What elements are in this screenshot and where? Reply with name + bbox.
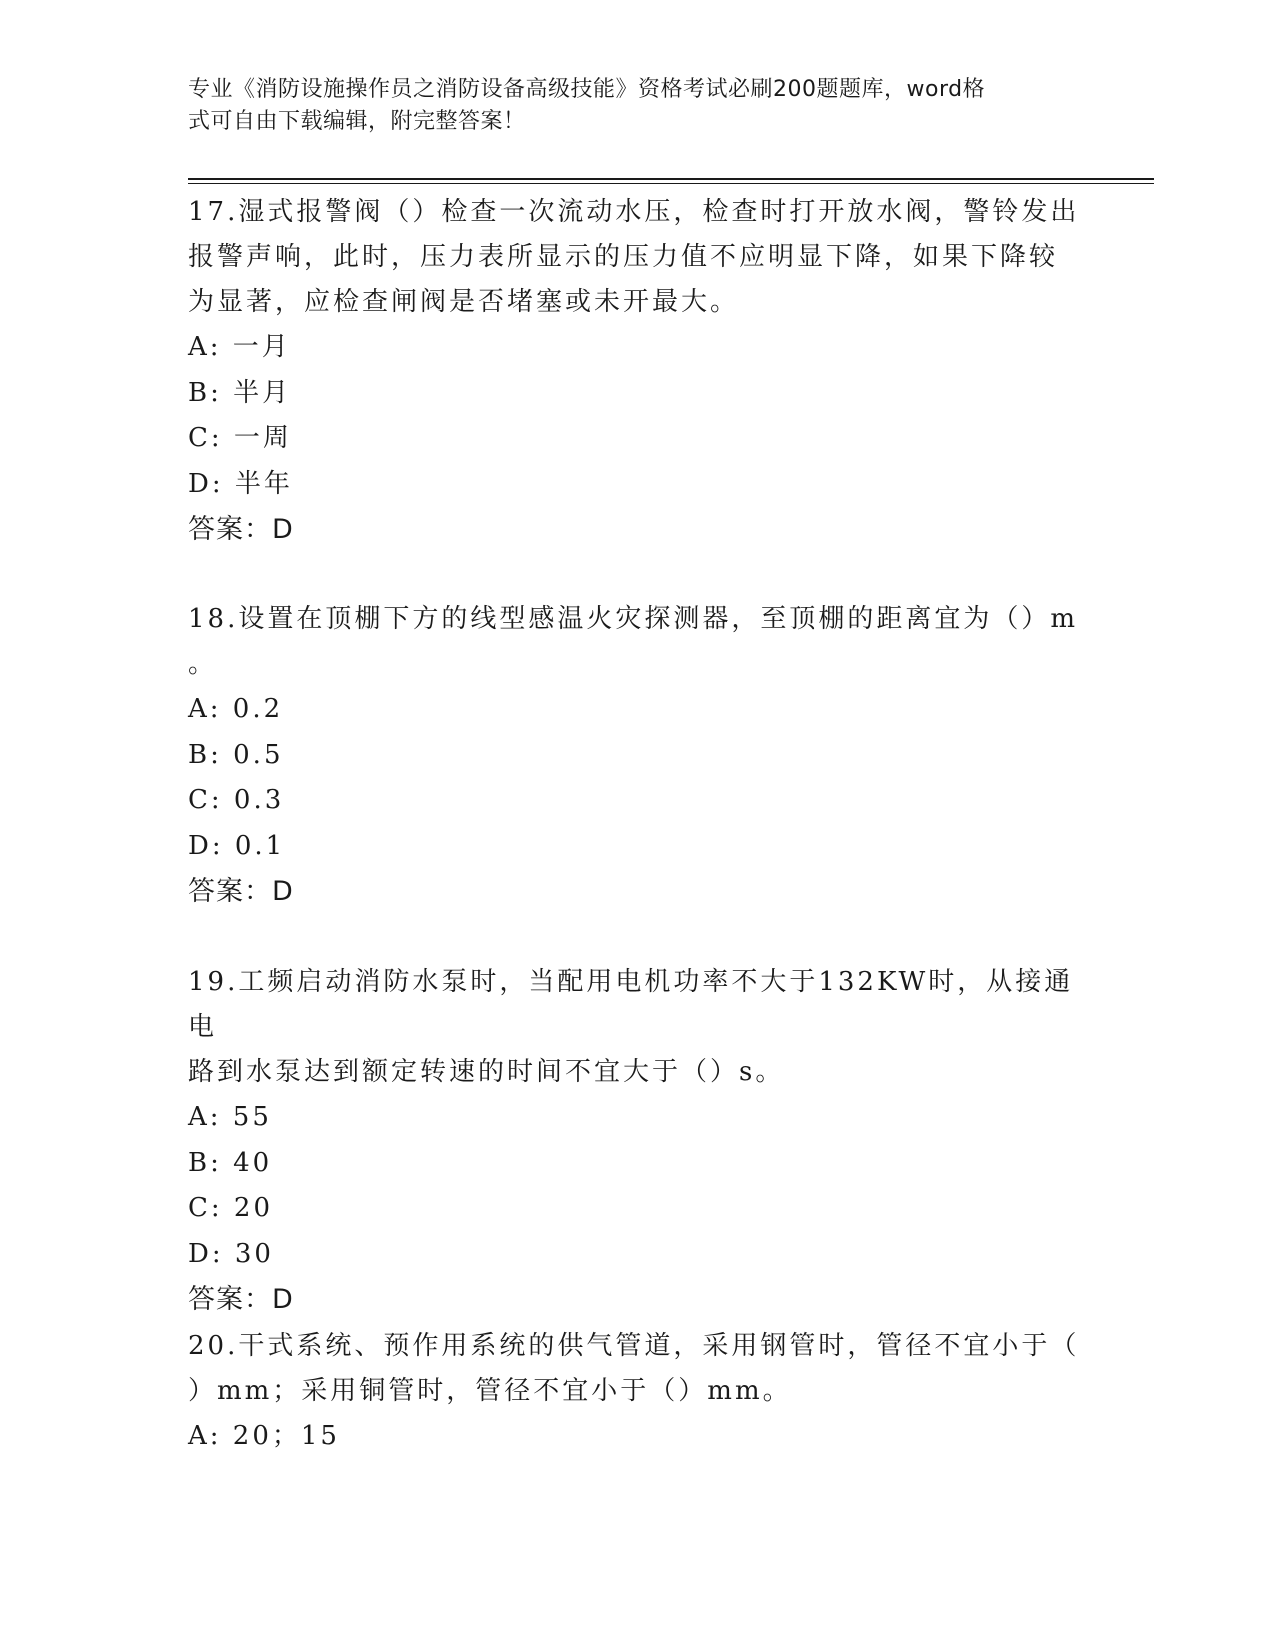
option-d: D: 0.1 [188, 830, 286, 861]
question-20 [188, 1324, 1088, 1460]
question-17 [188, 190, 1088, 552]
question-stem-line: 报警声响，此时，压力表所显示的压力值不应明显下降，如果下降较 [188, 242, 1059, 272]
option-b: B: 0.5 [188, 739, 284, 770]
header-line-2: 式可自由下载编辑，附完整答案！ [188, 109, 526, 134]
option-a: A: 55 [188, 1102, 272, 1132]
option-b: B: 半月 [188, 377, 292, 408]
answer-line: 答案：D [188, 514, 294, 545]
question-stem-line: 17.湿式报警阀（）检查一次流动水压，检查时打开放水阀，警铃发出 [188, 197, 1080, 227]
option-c: C: 0.3 [188, 785, 285, 815]
question-18 [188, 597, 1088, 914]
header-line-1: 专业《消防设施操作员之消防设备高级技能》资格考试必刷200题题库，word格 [188, 77, 986, 102]
option-a: A: 一月 [188, 332, 291, 362]
question-stem-line: 为显著，应检查闸阀是否堵塞或未开最大。 [188, 287, 740, 317]
question-stem-line: 20.干式系统、预作用系统的供气管道，采用钢管时，管径不宜小于（ [188, 1331, 1080, 1361]
question-stem-line: 18.设置在顶棚下方的线型感温火灾探测器，至顶棚的距离宜为（）m [188, 604, 1079, 634]
answer-line: 答案：D [188, 876, 294, 907]
option-a: A: 20；15 [188, 1421, 340, 1451]
header-divider-thin [188, 183, 1154, 184]
option-d: D: 30 [188, 1238, 274, 1269]
option-c: C: 20 [188, 1193, 274, 1223]
option-c: C: 一周 [188, 423, 292, 453]
answer-line: 答案：D [188, 1284, 294, 1315]
header-divider-thick [188, 178, 1154, 180]
question-stem-line: 路到水泵达到额定转速的时间不宜大于（）s。 [188, 1057, 785, 1087]
question-stem-line: 19.工频启动消防水泵时，当配用电机功率不大于132KW时，从接通电 [188, 967, 1074, 1042]
question-stem-line: 。 [188, 649, 218, 679]
document-header [188, 74, 1068, 138]
question-stem-line: ）mm；采用铜管时，管径不宜小于（）mm。 [188, 1376, 792, 1406]
option-d: D: 半年 [188, 468, 293, 499]
option-a: A: 0.2 [188, 694, 284, 724]
option-b: B: 40 [188, 1147, 273, 1178]
question-19 [188, 960, 1088, 1322]
